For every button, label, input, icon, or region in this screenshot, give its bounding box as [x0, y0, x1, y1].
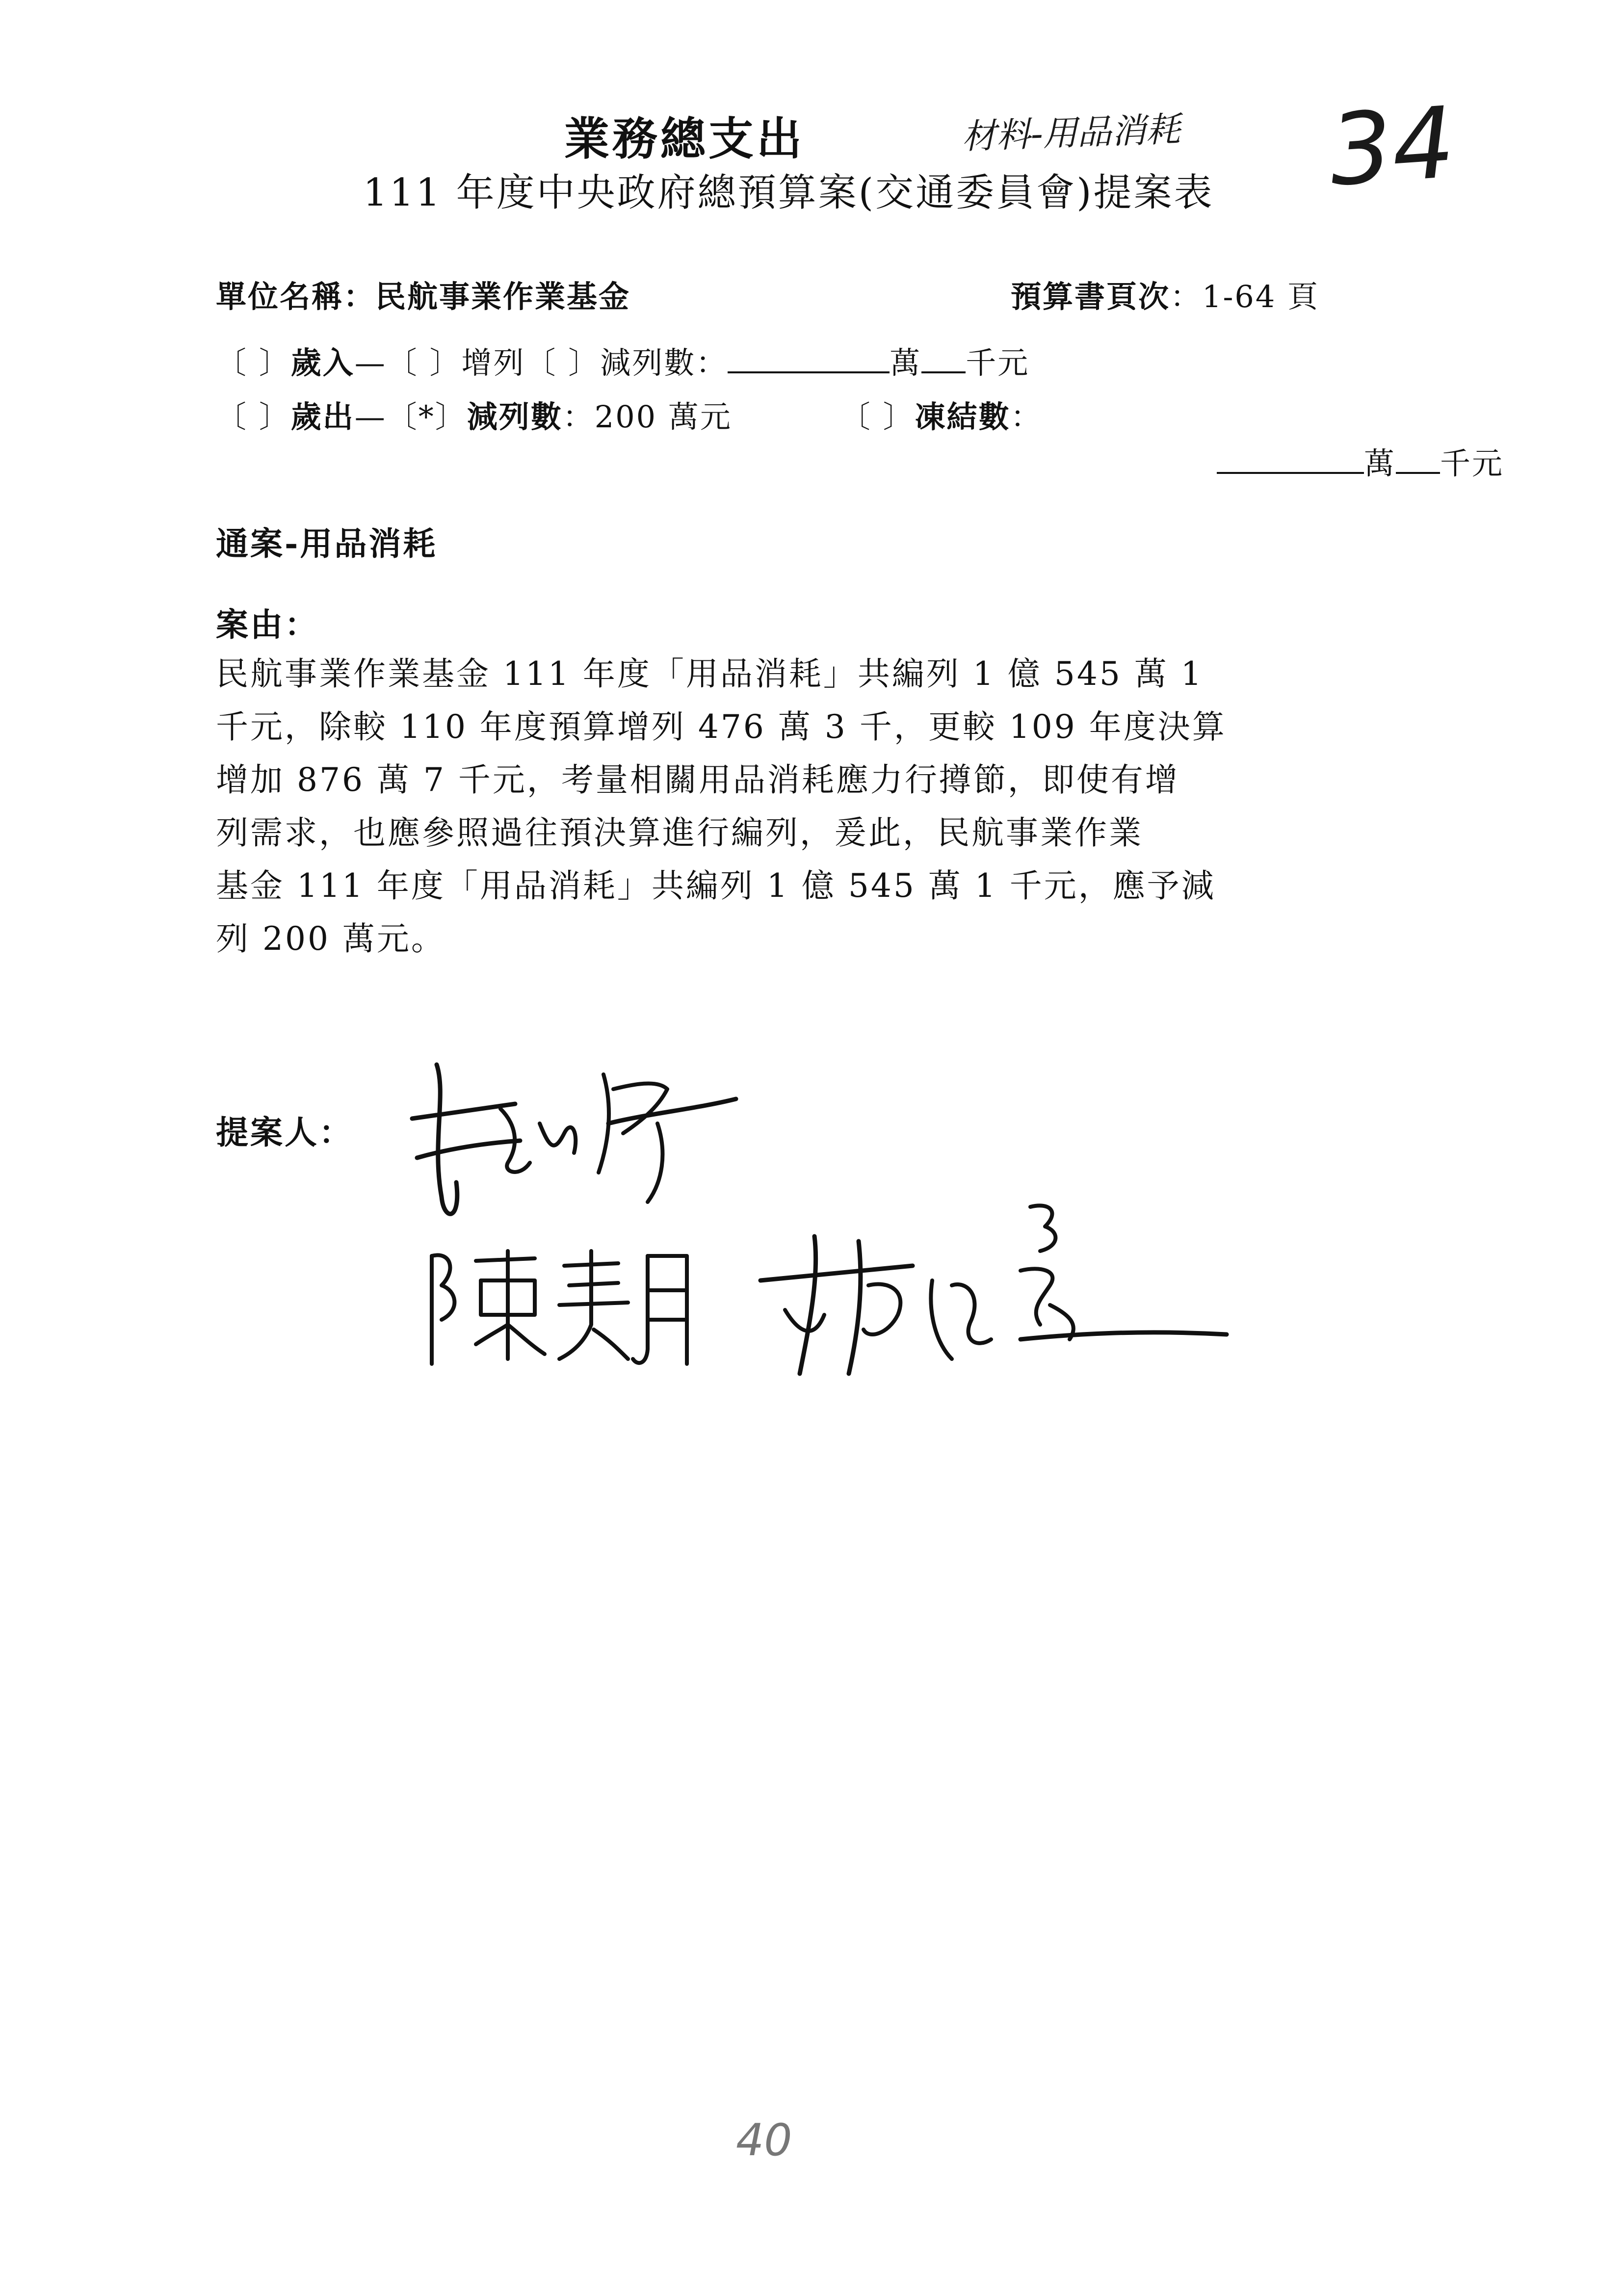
- expenditure-reduce-label: 減列數: [467, 399, 563, 435]
- reason-heading: 案由：: [216, 605, 319, 644]
- freeze-thousand-blank: [1396, 444, 1440, 474]
- revenue-increase-checkbox: 〔 〕: [386, 345, 462, 381]
- revenue-dash: —: [354, 345, 387, 381]
- revenue-unit-qian: 千元: [966, 345, 1030, 381]
- freeze-amount-row: [1217, 439, 1504, 483]
- revenue-thousand-blank: [921, 344, 966, 373]
- expenditure-reduce-value: ：200 萬元: [562, 399, 732, 435]
- case-title: 通案-用品消耗: [216, 524, 438, 563]
- reason-body: [216, 648, 1413, 965]
- reason-line: 列 200 萬元。: [216, 920, 445, 958]
- revenue-checkbox: 〔 〕: [216, 345, 291, 381]
- expenditure-row: [216, 392, 1043, 436]
- budget-page-row: [1011, 272, 1319, 316]
- revenue-increase-label: 增列: [461, 345, 525, 381]
- expenditure-label: 歲出: [290, 399, 355, 435]
- budget-page-label: 預算書頁次: [1011, 279, 1171, 314]
- expenditure-dash: —: [354, 399, 387, 435]
- handwritten-category-note: 材料-用品消耗: [961, 109, 1181, 157]
- form-title: 111 年度中央政府總預算案(交通委員會)提案表: [363, 171, 1214, 215]
- freeze-checkbox: 〔 〕: [839, 399, 915, 435]
- proposer-signature-3: [756, 1187, 1236, 1393]
- reason-line: 增加 876 萬 7 千元，考量相關用品消耗應力行撙節，即使有增: [216, 761, 1179, 799]
- budget-page-value: ：1-64 頁: [1170, 279, 1320, 314]
- revenue-decrease-label: 減列數：: [600, 345, 728, 381]
- reason-line: 列需求，也應參照過往預決算進行編列，爰此，民航事業作業: [216, 814, 1143, 852]
- revenue-amount-blank: [728, 344, 890, 373]
- freeze-unit-qian: 千元: [1440, 445, 1504, 481]
- proposer-signature-2: [422, 1236, 697, 1374]
- expenditure-reduce-checkbox: 〔*〕: [386, 399, 467, 435]
- handwritten-sheet-number: 34: [1326, 85, 1459, 209]
- freeze-colon: ：: [1010, 399, 1043, 435]
- revenue-row: [216, 339, 1029, 382]
- handwritten-page-number: 40: [736, 2114, 792, 2166]
- revenue-label: 歲入: [290, 345, 355, 381]
- freeze-label: 凍結數: [915, 399, 1011, 435]
- unit-name-value: 民航事業作業基金: [375, 279, 631, 314]
- reason-line: 基金 111 年度「用品消耗」共編列 1 億 545 萬 1 千元，應予減: [216, 867, 1216, 905]
- unit-name-row: [216, 272, 630, 316]
- reason-line: 千元，除較 110 年度預算增列 476 萬 3 千，更較 109 年度決算: [216, 708, 1227, 746]
- proposer-signature-1: [402, 1035, 746, 1241]
- proposer-label: 提案人：: [216, 1113, 353, 1151]
- reason-line: 民航事業作業基金 111 年度「用品消耗」共編列 1 億 545 萬 1: [216, 655, 1204, 693]
- expenditure-checkbox: 〔 〕: [216, 399, 291, 435]
- freeze-unit-wan: 萬: [1364, 445, 1396, 481]
- category-title: 業務總支出: [564, 112, 805, 165]
- revenue-decrease-checkbox: 〔 〕: [525, 345, 601, 381]
- freeze-amount-blank: [1217, 444, 1364, 474]
- revenue-unit-wan: 萬: [890, 345, 922, 381]
- unit-name-label: 單位名稱：: [216, 279, 376, 314]
